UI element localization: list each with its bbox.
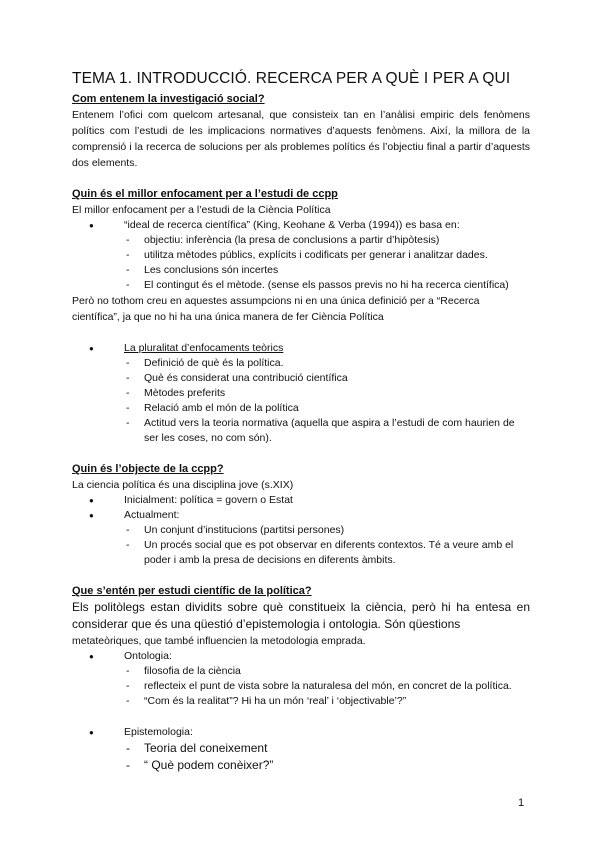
section-2-bullets: [72, 218, 530, 293]
section-4-bullets: [72, 649, 530, 709]
bullet-text: Ontologia:: [124, 650, 172, 662]
list-item: - Definició de què és la política.: [72, 356, 530, 371]
section-heading-4: Que s’entén per estudi científic de la política?: [72, 585, 312, 597]
section-heading-3: Quin és l’objecte de la ccpp?: [72, 463, 224, 475]
list-item: ● Inicialment: política = govern o Estat: [72, 493, 530, 508]
list-item: [72, 341, 530, 446]
list-item: - Relació amb el món de la política: [72, 401, 530, 416]
section-3-bullets: [72, 493, 530, 568]
list-item: - Un procés social que es pot observar en diferents contextos. Té a veure amb el poder i amb la presa de decisions en diferents àmbits.: [72, 538, 530, 568]
section-4-bullets-2: [72, 725, 530, 774]
list-item: [72, 218, 530, 293]
sublist: [72, 740, 530, 774]
document-title: TEMA 1. INTRODUCCIÓ. RECERCA PER A QUÈ I PER A QUI: [72, 70, 511, 87]
sublist: [72, 523, 530, 568]
sublist: [72, 356, 530, 446]
section-heading-2: Quin és el millor enfocament per a l’estudi de ccpp: [72, 188, 338, 200]
list-item: - Mètodes preferits: [72, 386, 530, 401]
list-item: - Teoria del coneixement: [72, 740, 530, 757]
section-4-paragraph: Els politòlegs estan dividits sobre què constitueix la ciència, però hi ha entesa en considerar que és una qüestió d’epistemologia i ontologia. Són qüestions: [72, 600, 530, 631]
section-2-intro: El millor enfocament per a l’estudi de la Ciència Política: [72, 204, 331, 216]
bullet-text: La pluralitat d’enfocaments teòrics: [124, 342, 284, 354]
bullet-text: “ideal de recerca científica” (King, Keohane & Verba (1994)) es basa en:: [124, 219, 460, 231]
section-2-bullets-2: [72, 341, 530, 446]
list-item: - utilitza mètodes públics, explícits i codificats per generar i analitzar dades.: [72, 248, 530, 263]
list-item: - Actitud vers la teoria normativa (aquella que aspira a l’estudi de com haurien de ser les coses, no com són).: [72, 416, 530, 446]
section-heading-1: Com entenem la investigació social?: [72, 93, 265, 105]
bullet-text: Actualment:: [124, 509, 180, 521]
list-item: - objectiu: inferència (la presa de conclusions a partir d’hipòtesis): [72, 233, 530, 248]
sublist: [72, 233, 530, 293]
list-item: [72, 649, 530, 709]
sublist: [72, 664, 530, 709]
list-item: - “ Què podem conèixer?”: [72, 757, 530, 774]
list-item: - filosofia de la ciència: [72, 664, 530, 679]
list-item: - Un conjunt d’institucions (partitsi persones): [72, 523, 530, 538]
section-3-intro: La ciencia política és una disciplina jove (s.XIX): [72, 479, 294, 491]
list-item: - Les conclusions són incertes: [72, 263, 530, 278]
bullet-text: Epistemologia:: [124, 726, 193, 738]
list-item: - “Com és la realitat”? Hi ha un món ‘real’ i ‘objectivable’?”: [72, 694, 530, 709]
list-item: - El contingut és el mètode. (sense els passos previs no hi ha recerca científica): [72, 278, 530, 293]
section-1-paragraph: Entenem l’ofici com quelcom artesanal, que consisteix tan en l’anàlisi empiric dels fenòmens polítics com l’estudi de les implicacions normatives d’aquests fenòmens. Així, la millora de la comprensió i la recerca de solucions per als problemes polítics és l’objectiu final a partir d’aquests dos elements.: [72, 109, 530, 169]
list-item: - reflecteix el punt de vista sobre la naturalesa del món, en concret de la política.: [72, 679, 530, 694]
section-2-closing: Però no tothom creu en aquestes assumpcions ni en una única definició per a “Recerca científica”, ja que no hi ha una única manera de fer Ciència Política: [72, 295, 480, 323]
list-item: [72, 508, 530, 568]
list-item: [72, 725, 530, 774]
list-item: - Què és considerat una contribució científica: [72, 371, 530, 386]
document-page: [72, 70, 530, 774]
page-number: 1: [518, 797, 525, 809]
section-4-paragraph-end: metateòriques, que també influencien la metodologia emprada.: [72, 635, 366, 647]
